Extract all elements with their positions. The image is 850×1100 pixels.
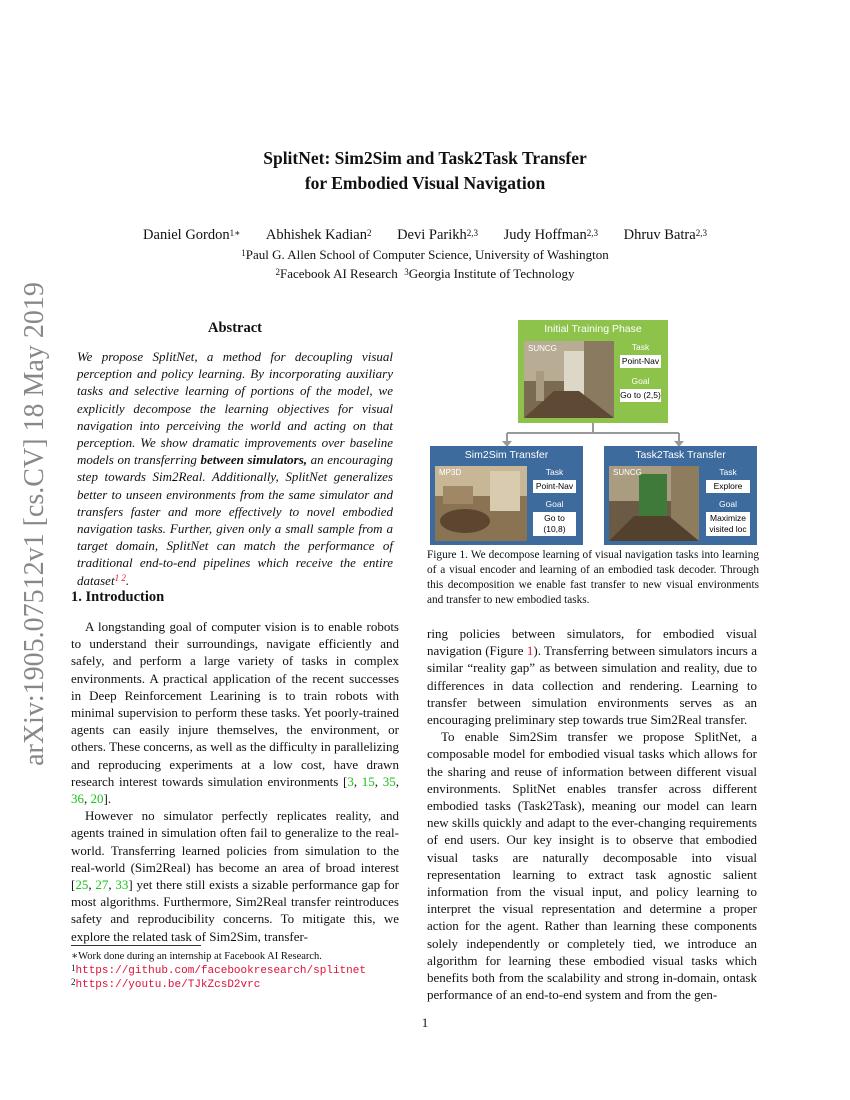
abstract-body: We propose SplitNet, a method for decoupling visual perception and policy learning. By incorporating auxiliary tasks and selective learning of portions of the model, we explicitly decompose the learning objectives for visual navigation into perceiving the world and acting on that perception. We show dramatic improvements over baseline models on transferring between simulators, an encouraging step towards Sim2Real. Additionally, SplitNet generalizes better to unseen environments from the same simulator and transfers faster and more effectively to novel embodied navigation tasks. Further, given only a small sample from a target domain, SplitNet can match the performance of traditional end-to-end pipelines which receive the entire dataset$^{1 2}$. [77,349,393,588]
intro-body [71,618,399,945]
footnote-marks[interactable]: 1 2 [114,572,126,583]
citation-link[interactable]: 27 [95,877,109,893]
author: Dhruv Batra$^{2,3}$ [623,227,707,243]
footnote-1: $^1$https://github.com/facebookresearch/splitnet [71,962,366,977]
transfer-arrows [427,423,757,447]
env-label: SUNCG [528,344,557,353]
goal-tag: Goal Go to (2,5) [620,376,661,400]
affiliation-1: $^1$Paul G. Allen School of Computer Science, University of Washington [241,247,609,262]
figure-1 [427,320,757,545]
figure-reference-link[interactable]: 1 [526,643,534,659]
title-line-1: SplitNet: Sim2Sim and Task2Task Transfer [263,148,587,168]
citation-link[interactable]: 33 [115,877,129,893]
paper-title [0,146,850,196]
github-link[interactable]: https://github.com/facebookresearch/splitnet [75,964,366,977]
author-list [0,225,850,245]
title-line-2: for Embodied Visual Navigation [304,173,546,193]
initial-training-header: Initial Training Phase [544,323,642,335]
task-tag: Task Point-Nav [530,467,579,493]
initial-training-box [518,320,668,423]
mp3d-scene-image [435,466,527,541]
env-label: MP3D [439,468,462,477]
citation-link[interactable]: 36 [71,791,84,807]
task2task-box [604,446,757,545]
goal-tag: Goal Go to (10,8) [530,499,579,536]
goal-tag: Goal Maximize visited loc [703,499,753,536]
author: Devi Parikh$^{2,3}$ [397,227,478,243]
citation-link[interactable]: 15 [361,773,375,789]
task-tag: Task Explore [703,467,753,493]
footnote-2: $^2$https://youtu.be/TJkZcsD2vrc [71,977,261,991]
right-paragraph-1: ring policies between simulators, for embodied visual navigation (Figure 1). Transferring between simulators incurs a similar “reality gap” as between simulation and reality, due to differences in data collection and rendering. Learning to transfer between simulation environments serves as an encouraging preliminary step towards true Sim2Real transfer. [427,626,757,728]
env-label: SUNCG [613,468,642,477]
arxiv-side-label: arXiv:1905.07512v1 [cs.CV] 18 May 2019 [19,282,50,766]
footnote-rule [71,945,201,946]
intro-paragraph-1: A longstanding goal of computer vision is to enable robots to understand their surroundings, navigate efficiently and safely, and perform a large variety of tasks in complex environments. A practical application of the recent successes in Deep Reinforcement Learining is to train robots with minimal supervision to perform these tasks. Yet poorly-trained agents can easily injure themselves, the environment, or others. These concerns, as well as the difficulty in parallelizing and reproducing experiments at a low cost, have drawn research interest towards simulation environments [3, 15, 35, 36, 20]. [71,619,400,807]
figure-1-caption: Figure 1. We decompose learning of visual navigation tasks into learning of a visual encoder and learning of an embodied task decoder. Through this decomposition we enable fast transfer to new visual environments and transfer to new embodied tasks. [427,549,759,606]
author: Judy Hoffman$^{2,3}$ [503,227,598,243]
citation-link[interactable]: 25 [75,877,89,893]
affiliation-2: $^2$Facebook AI Research $^3$Georgia Institute of Technology [275,266,575,281]
abstract-heading: Abstract [208,320,262,336]
citation-link[interactable]: 35 [382,773,396,789]
right-column-body [427,625,757,1003]
sim2sim-header: Sim2Sim Transfer [464,449,549,461]
citation-link[interactable]: 3 [347,773,354,789]
section-heading-introduction: 1. Introduction [71,589,165,605]
author: Abhishek Kadian$^2$ [265,227,372,243]
page-number: 1 [421,1015,429,1030]
intro-paragraph-2: However no simulator perfectly replicates reality, and agents trained in simulation often fail to generalize to the real-world. Transferring learned policies from simulation to the real-world (Sim2Real) has become an area of broad interest [25, 27, 33] yet there still exists a sizable performance gap for most algorithms. Furthermore, Sim2Real transfer reintroduces safety and reproducibility concerns. To mitigate this, we explore the related task of Sim2Sim, transfer- [71,808,400,944]
task2task-header: Task2Task Transfer [635,449,726,461]
author: Daniel Gordon$^{1∗}$ [143,227,241,243]
right-paragraph-2: To enable Sim2Sim transfer we propose SplitNet, a composable model for embodied visual tasks which allows for the sharing and reuse of information between different visual environments. SplitNet enables transfer across different embodied tasks (Task2Task), meaning our model can learn new skills quickly and adapt to the ever-changing requirements of end users. Our key insight is to observe that embodied visual tasks are naturally decomposable into visual representation learning to extract task agnostic salient information from the visual input, and policy learning to interpret the visual representation and determine a proper action for the agent. Rather than learning these components solely independently or completely tied, we introduce an algorithm for learning these embodied visual tasks which benefits both from the scalability and strong in-domain, ontask performance of an end-to-end system and from the gen- [427,729,757,1003]
citation-link[interactable]: 20 [90,791,104,807]
suncg-scene-image [609,466,699,541]
footnotes [71,950,411,993]
sim2sim-box [430,446,583,545]
footnote-star: ∗Work done during an internship at Facebook AI Research. [71,951,322,962]
video-link[interactable]: https://youtu.be/TJkZcsD2vrc [75,979,261,991]
task-tag: Task Point-Nav [621,342,660,366]
